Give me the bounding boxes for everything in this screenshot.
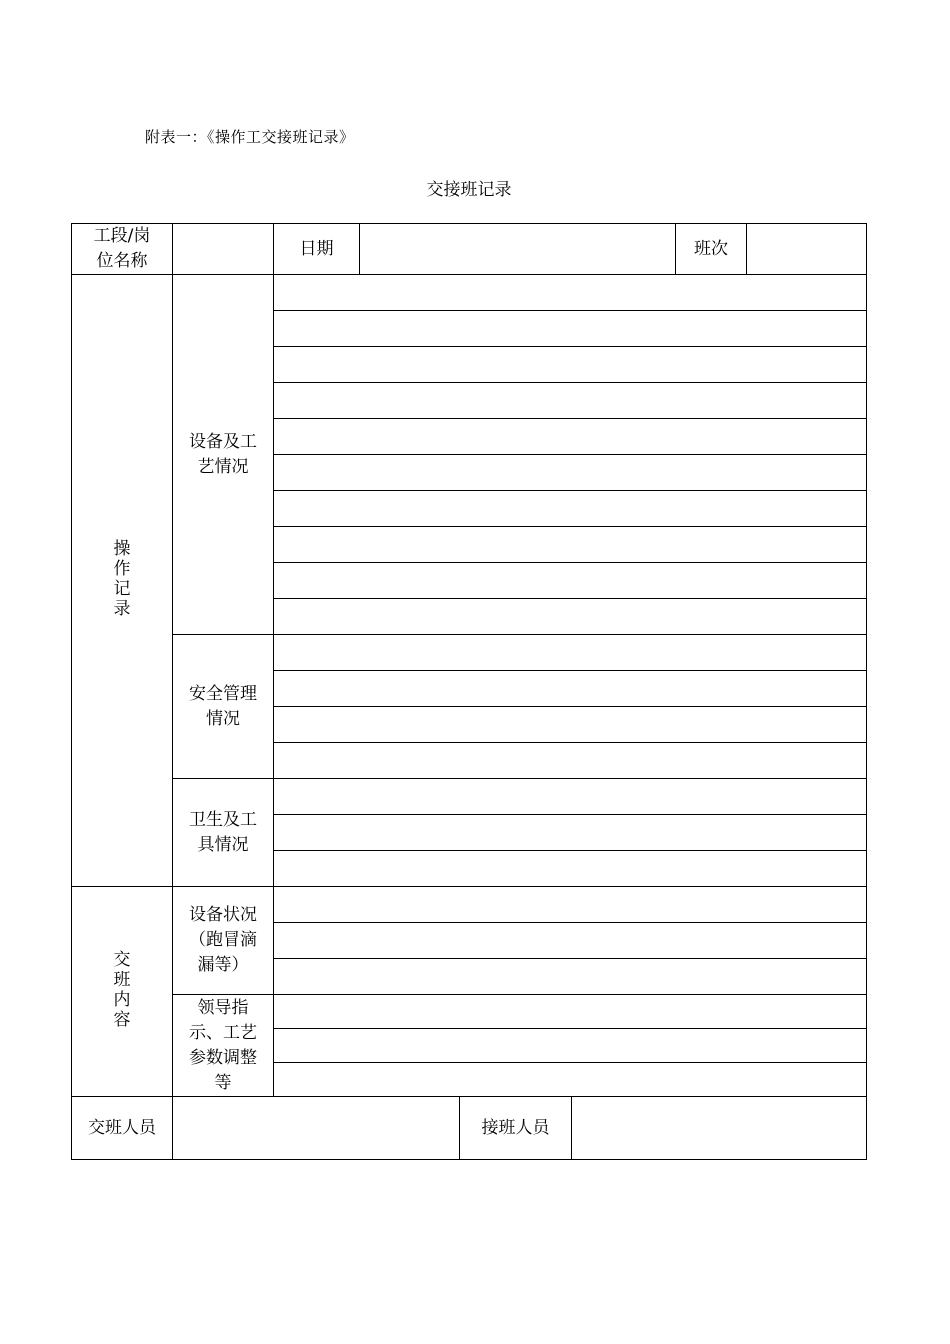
post-name-label: 工段/岗位名称 xyxy=(72,224,173,275)
safety-management-line xyxy=(72,635,867,671)
appendix-note: 附表一：《操作工交接班记录》 xyxy=(145,128,355,146)
receiver-person-field[interactable] xyxy=(572,1097,867,1160)
equipment-process-entry[interactable] xyxy=(274,311,867,347)
equipment-process-entry[interactable] xyxy=(274,419,867,455)
safety-management-entry[interactable] xyxy=(274,635,867,671)
handover-record-table xyxy=(71,223,867,1160)
equipment-status-label: 设备状况（跑冒滴漏等） xyxy=(173,887,274,995)
equipment-process-entry[interactable] xyxy=(274,275,867,311)
safety-management-entry[interactable] xyxy=(274,671,867,707)
signature-row xyxy=(72,1097,867,1160)
hygiene-tools-entry[interactable] xyxy=(274,851,867,887)
equipment-process-entry[interactable] xyxy=(274,347,867,383)
leader-instructions-entry[interactable] xyxy=(274,995,867,1029)
equipment-status-entry[interactable] xyxy=(274,887,867,923)
handover-person-label: 交班人员 xyxy=(72,1097,173,1160)
hygiene-tools-label: 卫生及工具情况 xyxy=(173,779,274,887)
date-field[interactable] xyxy=(360,224,676,275)
equipment-process-label: 设备及工艺情况 xyxy=(173,275,274,635)
shift-label: 班次 xyxy=(676,224,747,275)
shift-field[interactable] xyxy=(747,224,867,275)
date-label: 日期 xyxy=(274,224,360,275)
safety-management-entry[interactable] xyxy=(274,707,867,743)
equipment-status-line xyxy=(72,887,867,923)
page-title: 交接班记录 xyxy=(426,180,512,200)
hygiene-tools-line xyxy=(72,779,867,815)
leader-instructions-entry[interactable] xyxy=(274,1029,867,1063)
header-row xyxy=(72,224,867,275)
equipment-process-entry[interactable] xyxy=(274,383,867,419)
leader-instructions-label: 领导指示、工艺参数调整等 xyxy=(173,995,274,1097)
leader-instructions-entry[interactable] xyxy=(274,1063,867,1097)
equipment-process-entry[interactable] xyxy=(274,491,867,527)
handover-person-field[interactable] xyxy=(173,1097,460,1160)
hygiene-tools-entry[interactable] xyxy=(274,815,867,851)
operation-record-label: 操作记录 xyxy=(72,275,173,887)
hygiene-tools-entry[interactable] xyxy=(274,779,867,815)
equipment-process-entry[interactable] xyxy=(274,563,867,599)
handover-content-label: 交班内容 xyxy=(72,887,173,1097)
equipment-process-line xyxy=(72,275,867,311)
safety-management-entry[interactable] xyxy=(274,743,867,779)
post-name-field[interactable] xyxy=(173,224,274,275)
safety-management-label: 安全管理情况 xyxy=(173,635,274,779)
equipment-status-entry[interactable] xyxy=(274,959,867,995)
equipment-process-entry[interactable] xyxy=(274,455,867,491)
equipment-process-entry[interactable] xyxy=(274,527,867,563)
leader-instructions-line xyxy=(72,995,867,1029)
equipment-process-entry[interactable] xyxy=(274,599,867,635)
equipment-status-entry[interactable] xyxy=(274,923,867,959)
receiver-person-label: 接班人员 xyxy=(460,1097,572,1160)
